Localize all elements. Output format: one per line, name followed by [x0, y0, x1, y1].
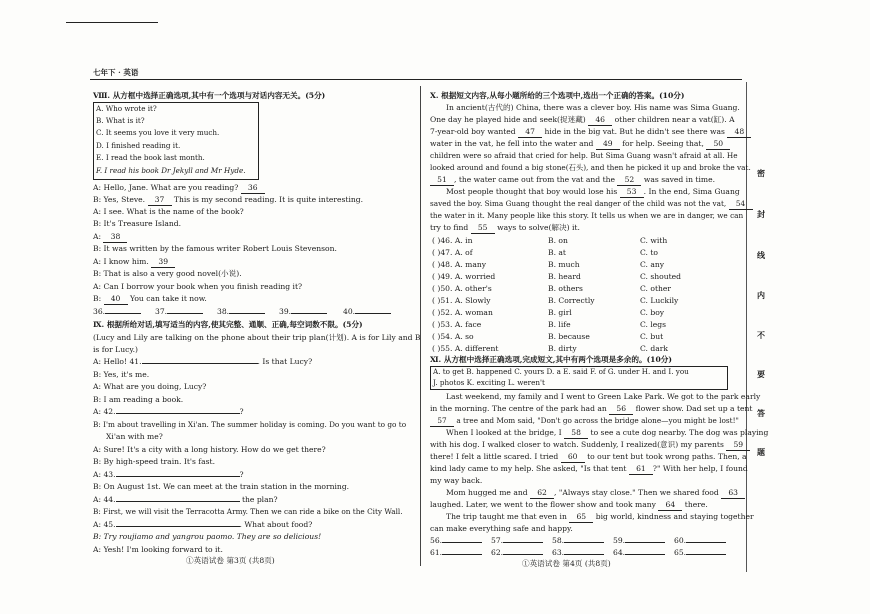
choice-a[interactable]: ( )55. A. different [432, 344, 499, 353]
sec9-intro: is for Lucy.) [93, 345, 139, 354]
choice-b[interactable]: B. on [548, 236, 568, 245]
passage-line: kind lady came to my help. She asked, "Is that tent 61 ?" With her help, I found [430, 464, 748, 473]
passage-line: laughed. Later, we went to the flower show and took many 64 there. [430, 500, 708, 509]
answer-blank[interactable]: 62. [491, 548, 543, 558]
choice-b[interactable]: B. much [548, 260, 580, 269]
dialog-line: B: It's Treasure Island. [93, 219, 182, 228]
answer-blank[interactable]: 38. [217, 307, 265, 317]
choice-c[interactable]: C. any [640, 260, 665, 269]
answer-blank[interactable]: 57. [491, 536, 543, 546]
answer-blank[interactable]: 61. [430, 548, 482, 558]
dialog-line: A: Yesh! I'm looking forward to it. [93, 545, 223, 554]
choice-c[interactable]: C. with [640, 236, 668, 245]
choice-a[interactable]: ( )54. A. so [432, 332, 474, 341]
sec9-intro: (Lucy and Lily are talking on the phone about their trip plan(计划). A is for Lily and B [93, 333, 421, 342]
passage-line: water in the vat, he fell into the water and 49 for help. Seeing that, 50 [430, 139, 730, 150]
dialog-line: B: It was written by the famous writer Robert Louis Stevenson. [93, 244, 337, 253]
answer-blank[interactable]: 37. [155, 307, 203, 317]
choice-c[interactable]: C. to [640, 248, 658, 257]
answer-blank[interactable]: 58. [552, 536, 604, 546]
seal-char: 答 [757, 408, 765, 418]
passage-line: Last weekend, my family and I went to Green Lake Park. We got to the park early [446, 392, 761, 401]
dialog-line: B: By high-speed train. It's fast. [93, 457, 216, 466]
dialog-line: A: I know him. 39 [93, 257, 175, 268]
dialog-line: A: 43. ? [93, 470, 244, 479]
passage-line: Mom hugged me and 62 , "Always stay close." Then we shared food 63 [446, 488, 745, 499]
dialog-line: A: Can I borrow your book when you finish reading it? [93, 282, 303, 291]
dialog-line: B: I am reading a book. [93, 395, 184, 404]
sec11-title: Ⅺ. 从方框中选择正确选项,完成短文,其中有两个选项是多余的。(10分) [430, 355, 672, 364]
page-footer-right: ①英语试卷 第4页 (共8页) [522, 559, 611, 568]
top-short-rule [66, 22, 158, 23]
passage-line: saved the boy. Sima Guang thought the real danger of the child was not the vat, 54 [430, 199, 753, 210]
answer-blank[interactable]: 39. [279, 307, 327, 317]
choice-a[interactable]: ( )51. A. Slowly [432, 296, 491, 305]
dialog-line: A: 44. the plan? [93, 495, 278, 504]
answer-blank[interactable]: 65. [674, 548, 726, 558]
sec10-title: Ⅹ. 根据短文内容,从每小题所给的三个选项中,选出一个正确的答案。(10分) [430, 91, 685, 100]
choice-a[interactable]: ( )46. A. in [432, 236, 473, 245]
passage-line: there! I felt a little scared. I tried 60 to our tent but took wrong paths. Then, a [430, 452, 747, 461]
dialog-line: A: Sure! It's a city with a long history. How do we get there? [93, 445, 326, 454]
passage-line: In ancient(古代的) China, there was a clever boy. His name was Sima Guang. [446, 103, 740, 112]
dialog-line: B: Try roujiamo and yangrou paomo. They are so delicious! [93, 532, 322, 541]
choice-c[interactable]: C. other [640, 284, 672, 293]
choice-c[interactable]: C. Luckily [640, 296, 679, 305]
dialog-line: A: Hello! 41. . Is that Lucy? [93, 357, 313, 366]
choice-b[interactable]: B. heard [548, 272, 581, 281]
sec8-option-b: B. What is it? [96, 116, 145, 125]
dialog-line: B: Yes, it's me. [93, 370, 150, 379]
dialog-line: A: 45. . What about food? [93, 520, 313, 529]
passage-line: try to find 55 ways to solve(解决) it. [430, 223, 580, 232]
passage-line: with his dog. I walked closer to watch. Suddenly, I realized(意识) my parents 59 [430, 440, 750, 451]
passage-line: in the morning. The centre of the park had an 56 flower show. Dad set up a tent [430, 404, 753, 413]
page-footer-left: ①英语试卷 第3页 (共8页) [186, 556, 275, 565]
choice-b[interactable]: B. at [548, 248, 566, 257]
sec8-title: Ⅷ. 从方框中选择正确选项,其中有一个选项与对话内容无关。(5分) [93, 91, 326, 100]
header-rule [90, 79, 742, 80]
right-border [746, 82, 747, 572]
passage-line: can make everything safe and happy. [430, 524, 573, 533]
choice-c[interactable]: C. legs [640, 320, 667, 329]
passage-line: When I looked at the bridge, I 58 to see a cute dog nearby. The dog was playing [446, 428, 769, 437]
answer-blank[interactable]: 56. [430, 536, 482, 546]
seal-char: 内 [757, 290, 765, 300]
dialog-line: A: 42. ? [93, 407, 244, 416]
sec8-option-a: A. Who wrote it? [96, 104, 157, 113]
choice-b[interactable]: B. dirty [548, 344, 577, 353]
dialog-line: B: Yes, Steve. 37 This is my second reading. It is quite interesting. [93, 195, 364, 204]
choice-a[interactable]: ( )48. A. many [432, 260, 487, 269]
word-box-row: A. to get B. happened C. yours D. a E. said F. of G. under H. and I. you [433, 367, 689, 376]
passage-line: looked around and found a big stone(石头), and then he picked it up and broke the vat. [430, 163, 751, 172]
choice-c[interactable]: C. dark [640, 344, 668, 353]
passage-line: One day he played hide and seek(捉迷藏) 46 other children near a vat(缸). A [430, 115, 735, 124]
sec9-title: Ⅸ. 根据所给对话,填写适当的内容,使其完整、通顺、正确,每空词数不限。(5分) [93, 320, 363, 329]
choice-b[interactable]: B. girl [548, 308, 572, 317]
dialog-line: B: That is also a very good novel(小说). [93, 269, 242, 278]
choice-c[interactable]: C. shouted [640, 272, 682, 281]
sec8-option-d: D. I finished reading it. [96, 141, 181, 150]
passage-line: the water in it. Many people like this story. It tells us when we are in danger, we can [430, 211, 744, 220]
answer-blank[interactable]: 36. [93, 307, 141, 317]
sec8-option-c: C. It seems you love it very much. [96, 128, 220, 137]
seal-char: 题 [757, 447, 765, 457]
passage-line: children were so afraid that cried for help. But Sima Guang wasn't afraid at all. He [430, 151, 738, 160]
answer-blank[interactable]: 60. [674, 536, 726, 546]
choice-a[interactable]: ( )53. A. face [432, 320, 482, 329]
dialog-line: A: I see. What is the name of the book? [93, 207, 244, 216]
dialog-line: B: 40 You can take it now. [93, 294, 207, 303]
choice-c[interactable]: C. boy [640, 308, 665, 317]
answer-blank[interactable]: 59. [613, 536, 665, 546]
dialog-line: Xi'an with me? [106, 432, 163, 441]
choice-b[interactable]: B. life [548, 320, 571, 329]
passage-line: my way back. [430, 476, 483, 485]
answer-blank[interactable]: 40. [343, 307, 391, 317]
seal-char: 要 [757, 369, 765, 379]
choice-b[interactable]: B. Correctly [548, 296, 595, 305]
dialog-line: A: Hello, Jane. What are you reading? 36 [93, 183, 265, 194]
dialog-line: B: First, we will visit the Terracotta Army. Then we can ride a bike on the City Wall. [93, 507, 403, 516]
dialog-line: A: What are you doing, Lucy? [93, 382, 207, 391]
sec8-option-e: E. I read the book last month. [96, 153, 205, 162]
passage-line: Most people thought that boy would lose his 53 . In the end, Sima Guang [446, 187, 740, 196]
answer-blank[interactable]: 63. [552, 548, 604, 558]
passage-line: 57 a tree and Mom said, "Don't go across the bridge alone—you might be lost!" [430, 416, 739, 427]
column-divider [420, 86, 421, 566]
passage-line: 51 , the water came out from the vat and the 52 was saved in time. [430, 175, 715, 186]
choice-c[interactable]: C. but [640, 332, 664, 341]
dialog-line: A: 38 [93, 232, 127, 243]
sec8-option-f: F. I read his book Dr Jekyll and Mr Hyde. [96, 166, 246, 175]
seal-char: 封 [757, 209, 765, 219]
answer-blank[interactable]: 64. [613, 548, 665, 558]
dialog-line: B: I'm about travelling in Xi'an. The summer holiday is coming. Do you want to go to [93, 420, 407, 429]
passage-line: The trip taught me that even in 65 big world, kindness and staying together [446, 512, 754, 521]
seal-char: 线 [757, 250, 765, 260]
choice-a[interactable]: ( )52. A. woman [432, 308, 493, 317]
word-box-row: J. photos K. exciting L. weren't [433, 378, 545, 387]
choice-b[interactable]: B. others [548, 284, 583, 293]
choice-a[interactable]: ( )49. A. worried [432, 272, 496, 281]
seal-char: 不 [757, 330, 765, 340]
passage-line: 7-year-old boy wanted 47 hide in the big vat. But he didn't see there was 48 [430, 127, 751, 138]
choice-a[interactable]: ( )50. A. other's [432, 284, 492, 293]
choice-a[interactable]: ( )47. A. of [432, 248, 473, 257]
seal-char: 密 [757, 168, 765, 178]
subject-header: 七年下 · 英语 [93, 68, 139, 77]
dialog-line: B: On August 1st. We can meet at the train station in the morning. [93, 482, 350, 491]
choice-b[interactable]: B. because [548, 332, 590, 341]
